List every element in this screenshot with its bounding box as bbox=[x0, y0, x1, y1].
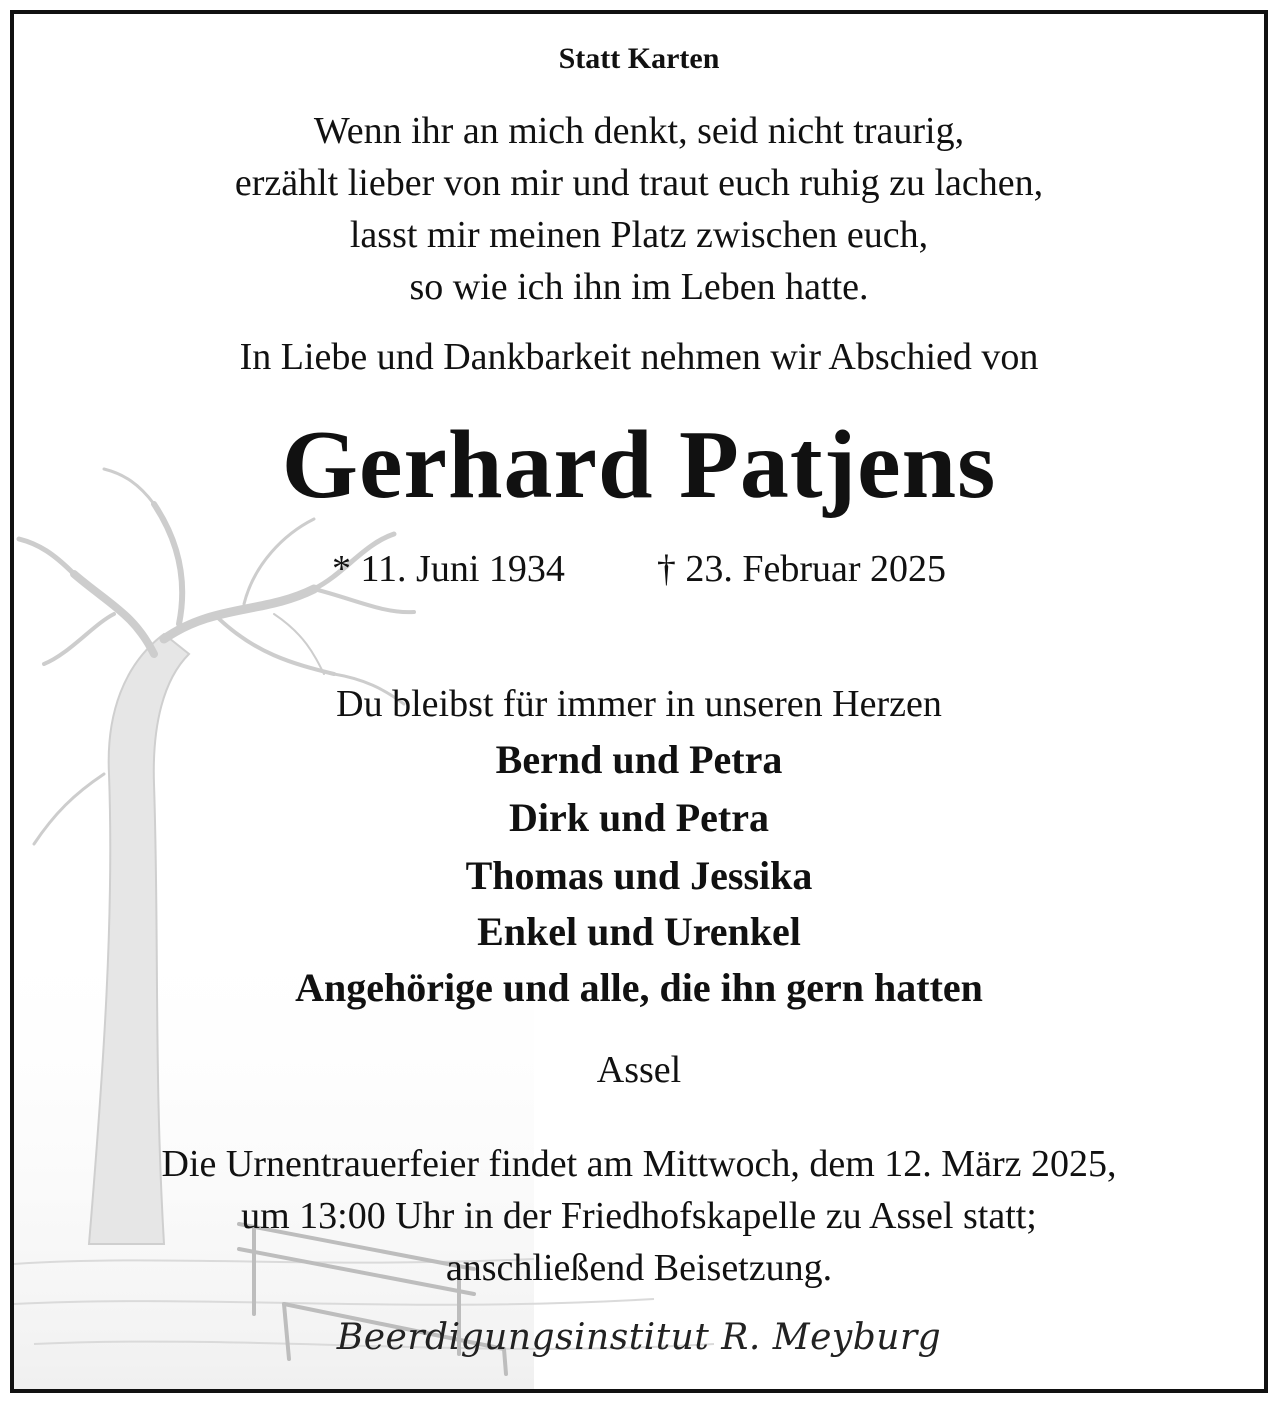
poem-line: erzählt lieber von mir und traut euch ruhig zu lachen, bbox=[234, 162, 1044, 204]
heart-line: Du bleibst für immer in unseren Herzen bbox=[336, 683, 942, 725]
poem-line: lasst mir meinen Platz zwischen euch, bbox=[349, 214, 929, 256]
funeral-home-signature: Beerdigungsinstitut R. Meyburg bbox=[336, 1317, 942, 1358]
poem-line: so wie ich ihn im Leben hatte. bbox=[409, 266, 869, 308]
life-dates bbox=[14, 547, 1264, 591]
mourner-line: Bernd und Petra bbox=[495, 737, 783, 782]
ceremony-line: um 13:00 Uhr in der Friedhofskapelle zu Assel statt; bbox=[241, 1195, 1037, 1237]
obituary-content bbox=[14, 14, 1264, 1389]
birth-date: * 11. Juni 1934 bbox=[331, 548, 565, 590]
header-statt-karten: Statt Karten bbox=[558, 42, 720, 75]
death-date: † 23. Februar 2025 bbox=[656, 548, 947, 590]
mourner-line: Dirk und Petra bbox=[509, 795, 769, 840]
mourner-line: Enkel und Urenkel bbox=[477, 909, 801, 954]
poem-line: Wenn ihr an mich denkt, seid nicht traurig, bbox=[313, 110, 965, 152]
mourner-line: Angehörige und alle, die ihn gern hatten bbox=[295, 965, 983, 1010]
deceased-name: Gerhard Patjens bbox=[281, 411, 997, 519]
ceremony-line: anschließend Beisetzung. bbox=[445, 1247, 833, 1289]
intro-text: In Liebe und Dankbarkeit nehmen wir Abschied von bbox=[239, 336, 1039, 378]
obituary-frame bbox=[10, 10, 1268, 1393]
ceremony-line: Die Urnentrauerfeier findet am Mittwoch, dem 12. März 2025, bbox=[161, 1143, 1117, 1185]
mourner-line: Thomas und Jessika bbox=[465, 853, 813, 898]
place-name: Assel bbox=[596, 1049, 682, 1091]
